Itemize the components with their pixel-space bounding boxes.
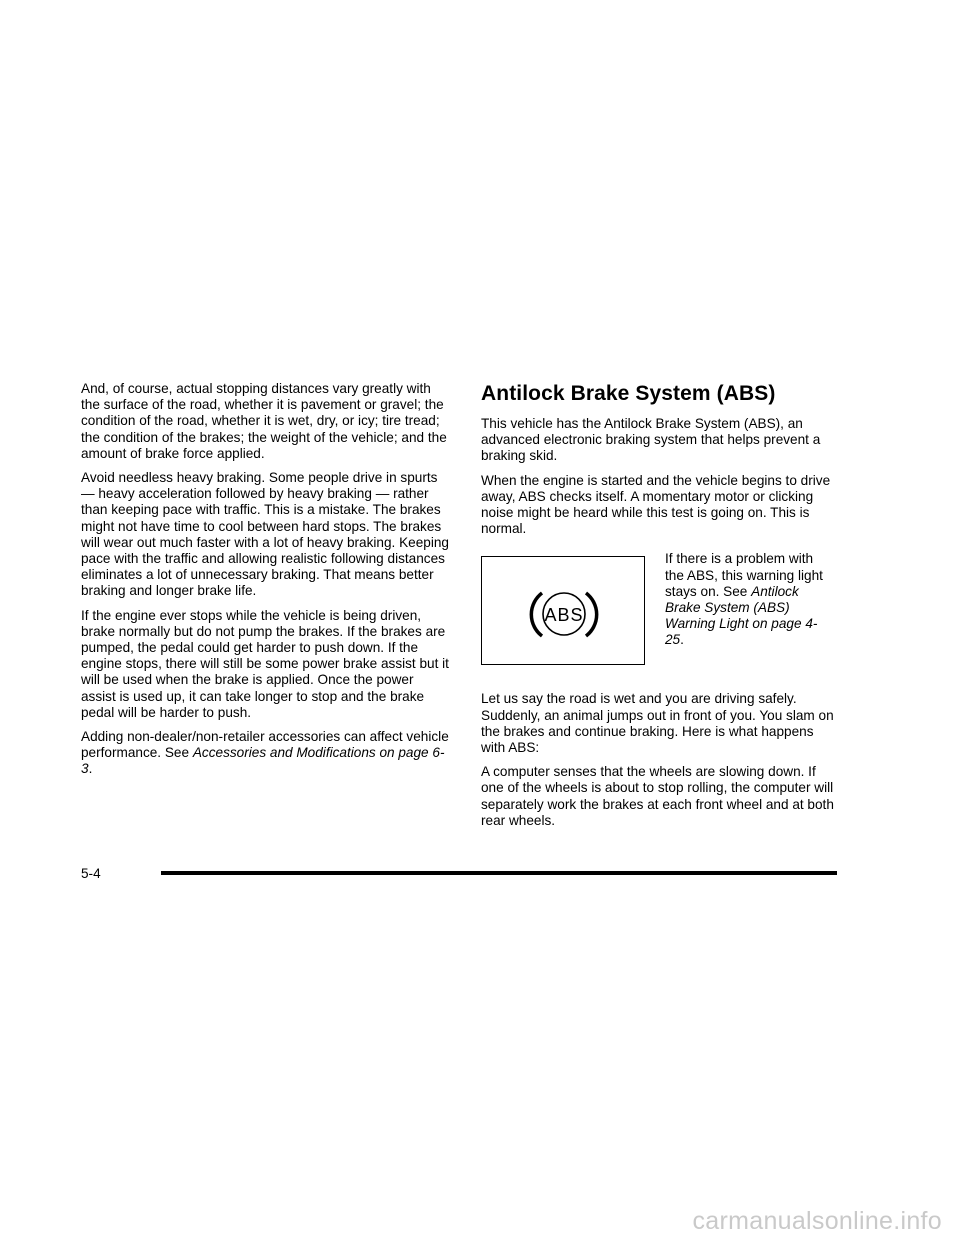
paragraph-stopping-distances: And, of course, actual stopping distances vary greatly with the surface of the road, whether it is pavement or gravel; the condition of the road, whether it is wet, dry, or icy; tire tread; the condition of the brakes; the weight of the vehicle; and the amount of brake force applied. xyxy=(81,381,447,461)
paragraph-needless-braking: Avoid needless heavy braking. Some people drive in spurts — heavy acceleration followed by heavy braking — rather than keeping pace with traffic. This is a mistake. The brakes might not have time to cool between hard stops. The brakes will wear out much faster with a lot of heavy braking. Keeping pace with the traffic and allowing realistic following distances eliminates a lot of unnecessary braking. That means better braking and longer brake life. xyxy=(81,470,449,599)
footer-rule xyxy=(161,871,837,875)
abs-warning-light-reference-link[interactable]: Antilock Brake System (ABS) Warning Light on page 4-25 xyxy=(665,583,818,648)
abs-warning-light-box xyxy=(481,556,645,665)
caption-period: . xyxy=(680,632,684,648)
accessories-period: . xyxy=(88,761,93,777)
accessories-text: Adding non-dealer/non-retailer accessories can affect vehicle performance. See xyxy=(81,729,449,761)
watermark: carmanualsonline.info xyxy=(692,1207,942,1235)
paragraph-computer-senses: A computer senses that the wheels are slowing down. If one of the wheels is about to stop rolling, the computer will separately work the brakes at each front wheel and at both rear wheels. xyxy=(481,764,834,828)
paragraph-abs-intro: This vehicle has the Antilock Brake System (ABS), an advanced electronic braking system that helps prevent a braking skid. xyxy=(481,416,821,464)
paragraph-abs-self-check: When the engine is started and the vehicle begins to drive away, ABS checks itself. A momentary motor or clicking noise might be heard while this test is going on. This is normal. xyxy=(481,472,831,537)
abs-figure-caption xyxy=(665,551,835,648)
left-column xyxy=(81,381,451,786)
abs-warning-light-icon xyxy=(482,557,643,663)
accessories-reference-link[interactable]: Accessories and Modifications on page 6-3 xyxy=(81,745,445,777)
abs-figure xyxy=(481,551,841,677)
caption-text: If there is a problem with the ABS, this warning light stays on. See xyxy=(665,551,823,599)
right-column xyxy=(481,381,841,837)
paragraph-accessories xyxy=(81,729,451,778)
abs-icon-label: ABS xyxy=(544,605,584,626)
paragraph-wet-road: Let us say the road is wet and you are driving safely. Suddenly, an animal jumps out in front of you. You slam on the brakes and continue braking. Here is what happens with ABS: xyxy=(481,691,834,756)
page-number: 5-4 xyxy=(81,866,101,881)
paragraph-engine-stops: If the engine ever stops while the vehicle is being driven, brake normally but do not pump the brakes. If the brakes are pumped, the pedal could get harder to push down. If the engine stops, there will still be some power brake assist but it will be used when the brake is applied. Once the power assist is used up, it can take longer to stop and the brake pedal will be harder to push. xyxy=(81,607,449,720)
section-heading: Antilock Brake System (ABS) xyxy=(481,382,776,405)
